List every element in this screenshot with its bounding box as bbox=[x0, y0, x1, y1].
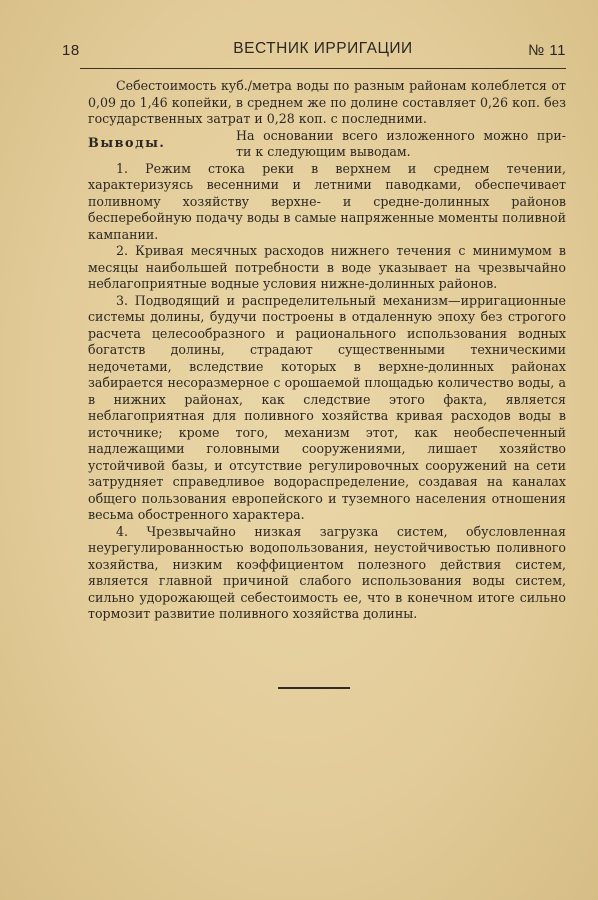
conclusion-point-4: 4. Чрезвычайно низкая загрузка систем, обусловленная неурегулированностью водопользования, неустойчивостью поливного хозяйства, низким коэффициентом полезного действия систем, является главной причиной слабого использования воды систем, сильно удорожающей себестоимость ее, что в конечном итоге сильно тормозит развитие поливного хозяйства долины. bbox=[88, 523, 566, 621]
conclusions-intro-line-2: ти к следующим выводам. bbox=[236, 143, 411, 159]
conclusions-block bbox=[88, 128, 566, 161]
page-number: 18 bbox=[62, 42, 80, 59]
issue-number: № 11 bbox=[528, 42, 566, 59]
page-header bbox=[62, 40, 566, 69]
conclusions-intro-line-1: На основании всего изложенного можно при- bbox=[236, 127, 566, 143]
conclusion-point-2: 2. Кривая месячных расходов нижнего течения с минимумом в месяцы наибольшей потребности в воде указывает на чрезвычайно неблагоприятные водные условия нижне-долинных районов. bbox=[88, 243, 566, 291]
article-body bbox=[88, 78, 566, 623]
conclusion-point-3: 3. Подводящий и распределительный механизм—ирригационные системы долины, будучи построены в отдаленную эпоху без строгого расчета целесообразного и рационального использования водных богатств долины, страдают существенными техническими недочетами, вследствие которых в верхне-долинных районах забирается несоразмерное с орошаемой площадью количество воды, а в нижних районах, как следствие этого факта, является неблагоприятная для поливного хозяйства кривая расходов воды в источнике; кроме того, механизм этот, как необеспеченный надлежащими головными сооружениями, лишает хозяйство устойчивой базы, и отсутствие регулировочных сооружений на сети затрудняет справедливое водораспределение, создавая на каналах общего пользования европейского и туземного населения отношения весьма обостренного характера. bbox=[88, 292, 566, 522]
journal-title: ВЕСТНИК ИРРИГАЦИИ bbox=[233, 40, 413, 57]
conclusion-point-1: 1. Режим стока реки в верхнем и среднем течении, характеризуясь весенними и летними паводками, обеспечивает поливному хозяйству верхне- и средне-долинных районов бесперебойную подачу воды в самые напряженные моменты поливной кампании. bbox=[88, 160, 566, 242]
conclusions-heading: Выводы. bbox=[88, 135, 166, 151]
end-divider bbox=[278, 687, 350, 689]
intro-paragraph: Себестоимость куб./метра воды по разным районам колеблется от 0,09 до 1,46 копейки, в среднем же по долине составляет 0,26 коп. без государственных затрат и 0,28 коп. с последними. bbox=[88, 78, 566, 126]
